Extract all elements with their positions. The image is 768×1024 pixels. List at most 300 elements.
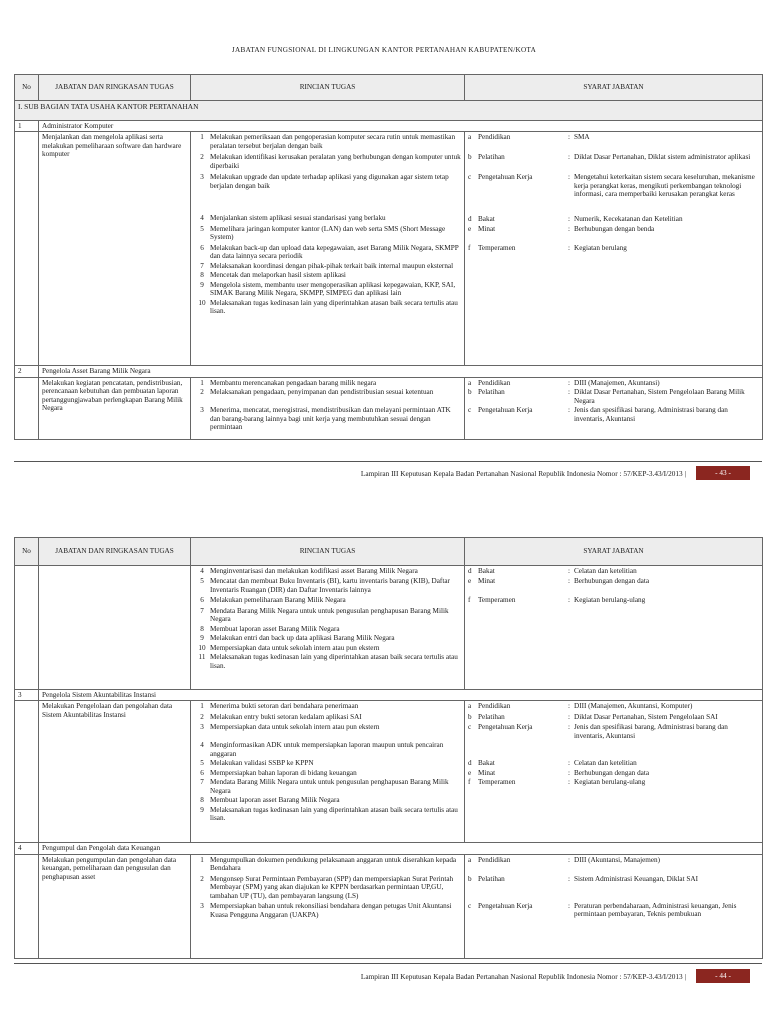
position-summary: Melakukan kegiatan pencatatan, pendistribusian, perencanaan kebutuhan dan pembuatan laporan pertanggungjawaban perlengkapan Barang Milik Negara [39,377,191,439]
requirement-value: Numerik, Kecekatanan dan Ketelitian [574,214,683,223]
requirement-letter [468,625,478,633]
duty-item [194,271,461,279]
duty-item [194,262,461,270]
requirement-key [478,280,564,297]
duty-text: Menginventarisasi dan melakukan kodifikasi asset Barang Milik Negara [210,567,418,575]
duty-number: 7 [200,261,204,270]
requirement-key: Pengetahuan Kerja [478,901,533,910]
duty-number: 5 [200,759,204,768]
job-table-page-2 [14,537,763,959]
requirement-key: Pendidikan [478,702,511,711]
duty-item [194,875,461,900]
duty-number: 6 [200,768,204,777]
requirement-item [468,225,759,242]
requirement-item [468,173,759,198]
requirement-value: Peraturan perbendaharaan, Administrasi keuangan, Jenis permintaan pembayaran, Teknis pembukuan [574,901,737,919]
requirement-value: Kegiatan berulang-ulang [574,778,646,787]
duty-item [194,713,461,721]
position-name: Administrator Komputer [39,121,763,132]
page-43 [0,0,768,500]
header-syarat: SYARAT JABATAN [465,538,763,566]
requirement-item [468,723,759,740]
duty-number: 1 [200,133,204,142]
header-no: No [15,75,39,101]
duty-number: 10 [198,298,206,307]
duties-cell [191,566,465,690]
duties-cell [191,377,465,439]
requirement-key [478,741,564,758]
duty-text: Mendata Barang Milik Negara untuk untuk pengusulan penghapusan Barang Milik Negara [210,606,449,624]
requirement-letter: b [468,874,472,883]
duty-number: 5 [200,577,204,586]
duty-text: Mempersiapkan bahan untuk rekonsiliasi bendahara dengan petugas Unit Akuntansi Kuasa Pengguna Anggaran (UAKPA) [210,902,452,919]
requirement-colon [564,280,574,297]
requirement-key: Temperamen [478,596,516,605]
requirement-letter [468,652,478,669]
requirement-letter: d [468,567,472,575]
duty-text: Mempersiapkan bahan laporan di bidang keuangan [210,768,357,777]
requirement-colon: : [568,133,570,142]
requirement-value [574,298,759,315]
requirement-value [574,805,759,822]
duty-item [194,702,461,710]
requirement-letter: b [468,153,472,162]
requirements-cell [465,854,763,958]
duty-text: Menjalankan sistem aplikasi sesuai standarisasi yang berlaku [210,214,386,223]
requirement-item [468,388,759,405]
duty-number: 3 [200,173,204,182]
requirement-letter: e [468,225,472,234]
duty-item [194,723,461,740]
duty-item [194,769,461,777]
requirement-key [478,652,564,669]
requirement-letter [468,796,478,804]
requirement-key: Temperamen [478,244,516,253]
duty-item [194,299,461,316]
requirement-key: Bakat [478,214,495,223]
duty-item [194,153,461,170]
duty-item [194,806,461,823]
requirement-colon: : [568,723,570,732]
requirement-colon [564,643,574,651]
duty-text: Mengumpulkan dokumen pendukung pelaksanaan anggaran untuk diserahkan kepada Bendahara [210,855,457,873]
requirement-letter [468,262,478,270]
duty-number: 3 [200,902,204,911]
requirement-item [468,796,759,804]
duty-item [194,225,461,242]
duty-text: Menerima bukti setoran dari bendahara penerimaan [210,702,359,711]
position-number: 4 [15,843,39,854]
duty-item [194,856,461,873]
requirement-colon [564,607,574,624]
requirement-key: Bakat [478,759,495,768]
requirement-value: Kegiatan berulang-ulang [574,596,646,605]
requirement-key: Minat [478,577,496,586]
duty-item [194,653,461,670]
duty-number: 8 [200,271,204,280]
duty-number: 9 [200,634,204,643]
duty-item [194,596,461,604]
requirement-letter: d [468,214,472,223]
duty-number: 8 [200,796,204,805]
duties-cell [191,701,465,843]
header-rincian: RINCIAN TUGAS [191,75,465,101]
duty-number: 7 [200,778,204,787]
requirement-value: DIII (Akuntansi, Manajemen) [574,855,661,864]
requirement-letter: f [468,778,471,787]
requirement-value [574,262,759,270]
requirement-value: SMA [574,133,590,142]
duty-text: Memelihara jaringan komputer kantor (LAN) dan web serta SMS (Short Message System) [210,224,446,242]
requirements-cell [465,566,763,690]
duty-text: Mencatat dan membuat Buku Inventaris (BI), kartu inventaris barang (KIB), Daftar Inventaris Ruangan (DIR) dan Daftar Inventaris lainnya [210,577,450,594]
requirement-item [468,298,759,315]
duty-number: 2 [200,153,204,162]
duty-text: Melakukan upgrade dan update terhadap aplikasi yang digunakan agar sistem tetap berjalan dengan baik [210,173,449,190]
requirement-key [478,271,564,279]
duty-number: 9 [200,280,204,289]
duty-number: 4 [200,741,204,750]
requirement-colon: : [568,577,570,586]
duty-item [194,388,461,405]
duty-number: 4 [200,214,204,223]
duty-item [194,902,461,919]
duty-number: 3 [200,406,204,415]
requirement-value [574,280,759,297]
requirement-colon: : [568,901,570,910]
requirement-item [468,759,759,767]
requirement-key: Pengetahuan Kerja [478,723,533,732]
requirement-item [468,741,759,758]
requirement-value [574,634,759,642]
requirement-colon [564,796,574,804]
position-name: Pengelola Sistem Akuntabilitas Instansi [39,690,763,701]
requirement-letter: e [468,577,472,586]
requirement-value [574,607,759,624]
requirement-item [468,567,759,575]
duty-number: 5 [200,224,204,233]
requirement-key: Minat [478,225,496,234]
footer-text: Lampiran III Keputusan Kepala Badan Pertanahan Nasional Republik Indonesia Nomor : 57/KEP-3.43/I/2013 | [360,469,686,478]
requirement-colon: : [568,759,570,768]
header-syarat: SYARAT JABATAN [465,75,763,101]
duty-number: 1 [200,378,204,387]
requirement-colon: : [568,702,570,711]
requirement-letter: d [468,759,472,768]
requirement-item [468,280,759,297]
duty-item [194,173,461,198]
requirement-colon: : [568,778,570,787]
duty-item [194,379,461,387]
requirement-value [574,796,759,804]
requirement-key [478,805,564,822]
duty-text: Menerima, mencatat, meregistrasi, mendistribusikan dan melayani permintaan ATK dan barang-barang lainnya bagi unit kerja yang membutuhkan sesuai dengan permintaan [210,406,451,432]
requirement-letter: b [468,712,472,721]
requirement-letter: c [468,901,472,910]
section-title: I. SUB BAGIAN TATA USAHA KANTOR PERTANAHAN [15,101,763,121]
footer-divider [14,461,762,462]
duty-number: 6 [200,596,204,605]
requirements-cell [465,701,763,843]
requirement-letter: f [468,244,471,253]
requirement-letter: b [468,388,472,397]
requirement-letter [468,271,478,279]
duty-text: Menginformasikan ADK untuk mempersiapkan laporan maupun untuk pencairan anggaran [210,741,444,758]
duty-number: 7 [200,606,204,615]
position-number: 2 [15,366,39,377]
requirement-value: Mengetahui keterkaitan sistem secara keseluruhan, mekanisme kerja perangkat keras, mengikuti perkembangan teknologi informasi, cara memperbaiki kerusakan perangkat keras [574,173,755,199]
duties-cell [191,854,465,958]
requirement-key [478,607,564,624]
requirement-letter [468,741,478,758]
duty-item [194,759,461,767]
requirement-colon [564,634,574,642]
requirement-colon [564,262,574,270]
requirement-value [574,652,759,669]
requirement-item [468,262,759,270]
duty-text: Melaksanakan tugas kedinasan lain yang diperintahkan atasan baik secara tertulis atau lisan. [210,805,458,823]
requirement-value [574,625,759,633]
duty-number: 4 [200,567,204,575]
duty-number: 10 [198,643,206,652]
document-title: JABATAN FUNGSIONAL DI LINGKUNGAN KANTOR PERTANAHAN KABUPATEN/KOTA [231,46,537,54]
duty-item [194,625,461,633]
position-summary: Melakukan Pengelolaan dan pengolahan data Sistem Akuntabilitas Instansi [39,701,191,843]
duty-item [194,607,461,624]
page-number: - 43 - [696,466,750,480]
requirement-colon: : [568,406,570,415]
header-no: No [15,538,39,566]
duty-text: Melaksanakan tugas kedinasan lain yang diperintahkan atasan baik secara tertulis atau lisan. [210,653,458,670]
requirement-item [468,634,759,642]
requirement-colon: : [568,874,570,883]
requirement-letter: a [468,855,472,864]
duty-number: 11 [198,653,206,662]
requirement-colon [564,741,574,758]
requirement-colon: : [568,768,570,777]
requirement-value [574,643,759,651]
duty-text: Melakukan back-up dan upload data kepegawaian, aset Barang Milik Negara, SKMPP dan data lainnya secara periodik [210,243,459,261]
requirement-letter: f [468,596,471,605]
requirement-colon [564,805,574,822]
requirement-colon: : [568,378,570,387]
requirement-item [468,406,759,431]
duty-text: Melakukan pemeriksaan dan pengoperasian komputer secara rutin untuk memastikan peralatan tersebut berjalan dengan baik [210,133,456,150]
requirement-item [468,379,759,387]
requirement-colon: : [568,855,570,864]
requirement-colon: : [568,225,570,234]
requirement-item [468,244,759,261]
duty-item [194,244,461,261]
requirement-item [468,133,759,150]
requirement-key: Temperamen [478,778,516,787]
duty-item [194,741,461,758]
duty-item [194,406,461,431]
requirement-value [574,271,759,279]
duty-text: Membantu merencanakan pengadaan barang milik negara [210,378,377,387]
requirement-value [574,741,759,758]
position-summary: Menjalankan dan mengelola aplikasi serta melakukan pemeliharaan software dan hardware komputer [39,132,191,366]
duty-item [194,796,461,804]
requirement-letter [468,298,478,315]
requirement-item [468,271,759,279]
duty-number: 1 [200,702,204,711]
requirement-item [468,153,759,170]
requirement-letter: c [468,406,472,415]
requirement-value: Sistem Administrasi Keuangan, Diklat SAI [574,874,698,883]
requirement-letter: c [468,173,472,182]
requirement-letter: c [468,723,472,732]
duty-text: Mempersiapkan data untuk sekolah intern atau pun ekstern [210,643,380,652]
requirement-colon: : [568,173,570,182]
requirement-value: Berhubungan dengan data [574,577,650,586]
requirement-item [468,769,759,777]
duty-number: 1 [200,855,204,864]
duty-text: Melaksanakan koordinasi dengan pihak-pihak terkait baik internal maupun eksternal [210,261,454,270]
requirement-key [478,796,564,804]
duty-number: 6 [200,243,204,252]
requirement-item [468,805,759,822]
duty-text: Melakukan validasi SSBP ke KPPN [210,759,314,768]
duty-number: 9 [200,805,204,814]
header-jabatan: JABATAN DAN RINGKASAN TUGAS [39,538,191,566]
requirement-colon: : [568,596,570,605]
requirement-item [468,643,759,651]
requirement-colon [564,298,574,315]
requirement-key [478,625,564,633]
requirement-letter: a [468,702,472,711]
requirement-key: Pelatihan [478,712,505,721]
requirement-value: Jenis dan spesifikasi barang, Administrasi barang dan inventaris, Akuntansi [574,406,728,423]
duty-item [194,214,461,222]
requirement-colon: : [568,153,570,162]
duty-text: Mempersiapkan data untuk sekolah intern atau pun ekstern [210,723,380,732]
requirement-value: Diklat Dasar Pertanahan, Sistem Pengelolaan Barang Milik Negara [574,388,745,405]
requirement-letter [468,607,478,624]
duty-text: Melaksanakan tugas kedinasan lain yang diperintahkan atasan baik secara tertulis atau lisan. [210,298,458,316]
requirement-item [468,778,759,795]
duty-number: 2 [200,388,204,397]
duty-text: Mendata Barang Milik Negara untuk untuk pengusulan penghapusan Barang Milik Negara [210,778,449,795]
requirement-key: Pendidikan [478,378,511,387]
requirement-letter: a [468,378,472,387]
duty-number: 2 [200,712,204,721]
requirement-key [478,634,564,642]
requirement-key [478,298,564,315]
position-name: Pengumpul dan Pengolah data Keuangan [39,843,763,854]
requirement-value: Diklat Dasar Pertanahan, Sistem Pengelolaan SAI [574,712,718,721]
requirement-key: Pengetahuan Kerja [478,173,533,182]
requirement-value: Kegiatan berulang [574,244,627,253]
requirement-value: Celatan dan ketelitian [574,759,637,768]
duty-text: Melakukan identifikasi kerusakan peralatan yang berhubungan dengan komputer untuk diperbaiki [210,153,461,170]
requirement-key: Pelatihan [478,874,505,883]
duty-item [194,281,461,298]
requirement-key: Pendidikan [478,855,511,864]
duty-text: Melakukan pemeliharaan Barang Milik Negara [210,596,346,605]
requirement-item [468,607,759,624]
requirement-value: Berhubungan dengan benda [574,225,655,234]
requirement-colon [564,271,574,279]
duty-item [194,644,461,652]
requirement-letter [468,643,478,651]
requirement-item [468,902,759,919]
requirement-key: Minat [478,768,496,777]
requirement-colon: : [568,388,570,397]
requirement-item [468,856,759,873]
duty-item [194,778,461,795]
requirement-colon: : [568,567,570,575]
requirement-value: Diklat Dasar Pertanahan, Diklat sistem administrator aplikasi [574,153,751,162]
requirement-key: Bakat [478,567,495,575]
duty-number: 3 [200,723,204,732]
duty-number: 2 [200,874,204,883]
requirement-colon [564,625,574,633]
page-44 [0,510,768,1024]
position-number: 3 [15,690,39,701]
requirement-value: Berhubungan dengan data [574,768,650,777]
requirement-item [468,577,759,594]
duty-item [194,567,461,575]
requirement-colon [564,652,574,669]
requirement-item [468,625,759,633]
duty-number: 8 [200,624,204,633]
requirement-colon: : [568,712,570,721]
duty-text: Membuat laporan asset Barang Milik Negara [210,796,340,805]
duty-text: Membuat laporan asset Barang Milik Negara [210,624,340,633]
duty-item [194,634,461,642]
duty-text: Melaksanakan pengadaan, penyimpanan dan pendistribusian sesuai ketentuan [210,388,434,397]
duty-item [194,577,461,594]
page-number: - 44 - [696,969,750,983]
requirement-key: Pengetahuan Kerja [478,406,533,415]
requirement-item [468,215,759,223]
requirement-item [468,652,759,669]
header-rincian: RINCIAN TUGAS [191,538,465,566]
requirement-item [468,875,759,900]
footer-divider [14,963,762,964]
requirement-letter [468,805,478,822]
requirement-key: Pelatihan [478,388,505,397]
requirement-item [468,702,759,710]
duty-text: Mengelola sistem, membantu user mengoperasikan aplikasi kepegawaian, KKP, SAI, SIMAK Barang Milik Negara, SKMPP, SIMPEG dan aplikasi lain [210,280,456,298]
header-jabatan: JABATAN DAN RINGKASAN TUGAS [39,75,191,101]
requirement-key [478,262,564,270]
position-summary: Melakukan pengumpulan dan pengolahan data keuangan, pemeliharaan dan pengusulan dan penghapusan asset [39,854,191,958]
requirement-letter: e [468,768,472,777]
duty-text: Melakukan entri dan back up data aplikasi Barang Milik Negara [210,634,395,643]
requirements-cell [465,132,763,366]
requirement-letter [468,634,478,642]
position-number: 1 [15,121,39,132]
requirement-value: Jenis dan spesifikasi barang, Administrasi barang dan inventaris, Akuntansi [574,723,728,740]
requirement-key: Pendidikan [478,133,511,142]
position-name: Pengelola Asset Barang Milik Negara [39,366,763,377]
requirement-value: DIII (Manajemen, Akuntansi, Komputer) [574,702,693,711]
duty-text: Mencetak dan melaporkan hasil sistem aplikasi [210,271,346,280]
requirement-letter [468,280,478,297]
requirement-key: Pelatihan [478,153,505,162]
requirement-colon: : [568,244,570,253]
duty-item [194,133,461,150]
requirement-value: DIII (Manajemen, Akuntansi) [574,378,660,387]
footer-text: Lampiran III Keputusan Kepala Badan Pertanahan Nasional Republik Indonesia Nomor : 57/KEP-3.43/I/2013 | [360,972,686,981]
requirement-item [468,713,759,721]
requirement-letter: a [468,133,472,142]
requirement-item [468,596,759,604]
requirement-key [478,643,564,651]
requirement-value: Celatan dan ketelitian [574,567,637,575]
